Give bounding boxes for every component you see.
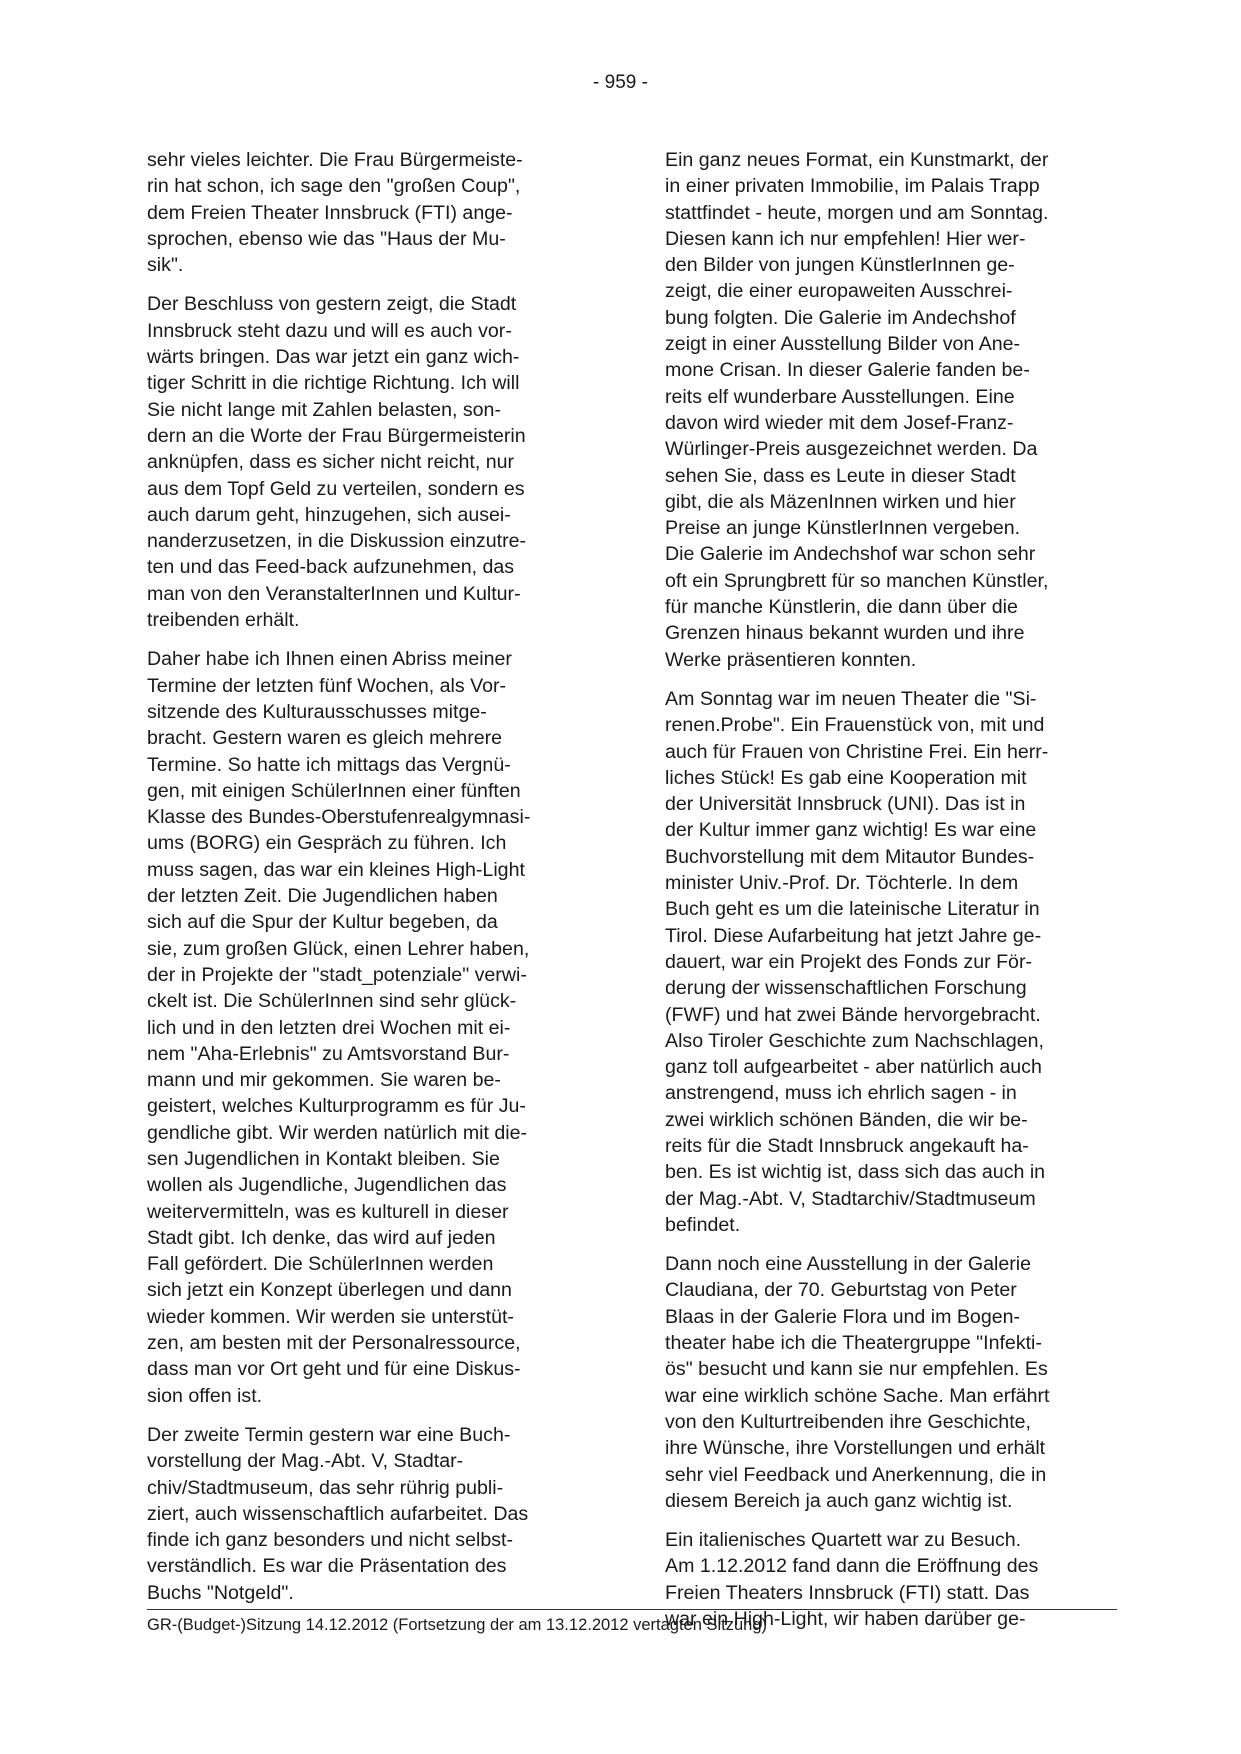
left-column [147,147,597,1619]
text-line: sik". [147,254,184,277]
text-line: Daher habe ich Ihnen einen Abriss meiner [147,648,512,671]
text-line: muss sagen, das war ein kleines High-Light [147,858,525,881]
text-line: sie, zum großen Glück, einen Lehrer haben, [147,937,530,960]
text-line: Fall gefördert. Die SchülerInnen werden [147,1253,494,1276]
text-line: wieder kommen. Wir werden sie unterstüt- [147,1305,514,1328]
paragraph [147,646,597,1409]
text-line: der Mag.-Abt. V, Stadtarchiv/Stadtmuseum [665,1187,1036,1210]
text-line: sitzende des Kulturausschusses mitge- [147,700,487,723]
text-line: für manche Künstlerin, die dann über die [665,596,1018,619]
text-line: Diesen kann ich nur empfehlen! Hier wer- [665,227,1026,250]
text-line: gibt, die als MäzenInnen wirken und hier [665,490,1016,513]
text-line: sich auf die Spur der Kultur begeben, da [147,911,498,934]
text-line: ihre Wünsche, ihre Vorstellungen und erhält [665,1437,1046,1460]
text-line: Also Tiroler Geschichte zum Nachschlagen, [665,1029,1044,1052]
text-line: stattfindet - heute, morgen und am Sonntag. [665,201,1049,224]
text-line: chiv/Stadtmuseum, das sehr rührig publi- [147,1476,504,1499]
text-line: Würlinger-Preis ausgezeichnet werden. Da [665,438,1038,461]
text-line: aus dem Topf Geld zu verteilen, sondern es [147,477,525,500]
paragraph [147,147,597,278]
right-column [665,147,1119,1645]
text-line: gen, mit einigen SchülerInnen einer fünften [147,779,521,802]
text-line: Innsbruck steht dazu und will es auch vor- [147,319,512,342]
text-line: Dann noch eine Ausstellung in der Galerie [665,1253,1031,1276]
paragraph [665,686,1119,1238]
text-line: sehen Sie, dass es Leute in dieser Stadt [665,464,1016,487]
text-line: Ein italienisches Quartett war zu Besuch. [665,1529,1022,1552]
text-line: zeigt in einer Ausstellung Bilder von Ane- [665,333,1021,356]
text-line: man von den VeranstalterInnen und Kultur- [147,582,521,605]
text-line: dern an die Worte der Frau Bürgermeisterin [147,424,526,447]
text-line: ös" besucht und kann sie nur empfehlen. Es [665,1358,1048,1381]
footer-divider [147,1609,1117,1610]
text-line: nanderzusetzen, in die Diskussion einzutre- [147,530,527,553]
text-line: Am Sonntag war im neuen Theater die "Si- [665,687,1037,710]
text-line: Buchs "Notgeld". [147,1581,294,1604]
text-line: verständlich. Es war die Präsentation des [147,1555,507,1578]
text-line: der in Projekte der "stadt_potenziale" verwi- [147,963,527,986]
text-line: ben. Es ist wichtig ist, dass sich das auch in [665,1161,1046,1184]
text-line: Buchvorstellung mit dem Mitautor Bundes- [665,845,1035,868]
text-line: ten und das Feed-back aufzunehmen, das [147,556,515,579]
text-line: zeigt, die einer europaweiten Ausschrei- [665,280,1013,303]
text-line: mone Crisan. In dieser Galerie fanden be- [665,359,1030,382]
text-line: Der zweite Termin gestern war eine Buch- [147,1423,511,1446]
text-line: anstrengend, muss ich ehrlich sagen - in [665,1082,1017,1105]
page-number: - 959 - [593,72,648,93]
text-line: Freien Theaters Innsbruck (FTI) statt. Das [665,1581,1030,1604]
paragraph [665,1251,1119,1514]
text-line: mann und mir gekommen. Sie waren be- [147,1069,501,1092]
text-line: finde ich ganz besonders und nicht selbst- [147,1529,513,1552]
text-line: der letzten Zeit. Die Jugendlichen haben [147,885,498,908]
text-line: Tirol. Diese Aufarbeitung hat jetzt Jahre ge- [665,924,1042,947]
text-line: wärts bringen. Das war jetzt ein ganz wich- [147,346,520,369]
text-line: tiger Schritt in die richtige Richtung. Ich will [147,372,520,395]
text-line: ckelt ist. Die SchülerInnen sind sehr glück- [147,990,517,1013]
text-line: Preise an junge KünstlerInnen vergeben. [665,517,1021,540]
text-line: zwei wirklich schönen Bänden, die wir be- [665,1108,1028,1131]
text-line: zen, am besten mit der Personalressource, [147,1332,521,1355]
text-line: sprochen, ebenso wie das "Haus der Mu- [147,227,506,250]
text-line: diesem Bereich ja auch ganz wichtig ist. [665,1489,1013,1512]
text-line: nem "Aha-Erlebnis" zu Amtsvorstand Bur- [147,1042,510,1065]
text-line: renen.Probe". Ein Frauenstück von, mit und [665,714,1045,737]
text-line: sehr viel Feedback und Anerkennung, die in [665,1463,1047,1486]
text-line: ums (BORG) ein Gespräch zu führen. Ich [147,832,507,855]
text-line: von den Kulturtreibenden ihre Geschichte, [665,1410,1031,1433]
text-line: oft ein Sprungbrett für so manchen Künstler, [665,569,1049,592]
paragraph [665,147,1119,673]
text-line: den Bilder von jungen KünstlerInnen ge- [665,254,1015,277]
text-line: Der Beschluss von gestern zeigt, die Stadt [147,293,517,316]
text-line: befindet. [665,1213,741,1236]
text-line: Stadt gibt. Ich denke, das wird auf jeden [147,1226,496,1249]
text-line: gendliche gibt. Wir werden natürlich mit die- [147,1121,528,1144]
text-line: ganz toll aufgearbeitet - aber natürlich auch [665,1056,1042,1079]
text-line: bracht. Gestern waren es gleich mehrere [147,727,503,750]
text-line: Die Galerie im Andechshof war schon sehr [665,543,1036,566]
text-line: Am 1.12.2012 fand dann die Eröffnung des [665,1555,1039,1578]
text-line: treibenden erhält. [147,609,300,632]
paragraph [147,291,597,633]
text-line: Claudiana, der 70. Geburtstag von Peter [665,1279,1017,1302]
text-line: liches Stück! Es gab eine Kooperation mit [665,766,1027,789]
text-line: dass man vor Ort geht und für eine Diskus- [147,1358,521,1381]
text-line: Grenzen hinaus bekannt wurden und ihre [665,622,1025,645]
text-line: anknüpfen, dass es sicher nicht reicht, nur [147,451,515,474]
text-line: ziert, auch wissenschaftlich aufarbeitet. Das [147,1502,529,1525]
text-line: reits für die Stadt Innsbruck angekauft ha- [665,1134,1029,1157]
text-line: sehr vieles leichter. Die Frau Bürgermeiste- [147,149,523,171]
text-line: dem Freien Theater Innsbruck (FTI) ange- [147,201,513,224]
text-line: Klasse des Bundes-Oberstufenrealgymnasi- [147,806,531,829]
text-line: der Kultur immer ganz wichtig! Es war eine [665,819,1037,842]
text-line: Werke präsentieren konnten. [665,648,917,671]
text-line: sen Jugendlichen in Kontakt bleiben. Sie [147,1147,500,1170]
text-line: Ein ganz neues Format, ein Kunstmarkt, der [665,149,1049,171]
text-line: wollen als Jugendliche, Jugendlichen das [147,1174,507,1197]
text-line: in einer privaten Immobilie, im Palais Trapp [665,175,1040,198]
text-line: weitervermitteln, was es kulturell in dieser [147,1200,509,1223]
text-line: auch darum geht, hinzugehen, sich ausei- [147,503,511,526]
text-line: dauert, war ein Projekt des Fonds zur För- [665,950,1032,973]
text-line: theater habe ich die Theatergruppe "Infekti- [665,1332,1042,1355]
text-line: vorstellung der Mag.-Abt. V, Stadtar- [147,1450,464,1473]
text-line: Termine. So hatte ich mittags das Vergnü- [147,753,511,776]
text-line: reits elf wunderbare Ausstellungen. Eine [665,385,1015,408]
text-line: rin hat schon, ich sage den "großen Coup", [147,175,521,198]
text-line: geistert, welches Kulturprogramm es für Ju- [147,1095,526,1118]
text-line: davon wird wieder mit dem Josef-Franz- [665,411,1014,434]
footer-session-info: GR-(Budget-)Sitzung 14.12.2012 (Fortsetzung der am 13.12.2012 vertagten Sitzung) [147,1616,768,1634]
text-line: minister Univ.-Prof. Dr. Töchterle. In dem [665,872,1019,895]
text-line: war ein High-Light, wir haben darüber ge- [665,1608,1026,1631]
text-line: derung der wissenschaftlichen Forschung [665,977,1027,1000]
text-line: Termine der letzten fünf Wochen, als Vor- [147,674,507,697]
text-line: der Universität Innsbruck (UNI). Das ist in [665,793,1026,816]
text-line: lich und in den letzten drei Wochen mit ei- [147,1016,511,1039]
text-line: sion offen ist. [147,1384,263,1407]
text-line: Buch geht es um die lateinische Literatur in [665,898,1040,921]
text-line: Blaas in der Galerie Flora und im Bogen- [665,1305,1021,1328]
text-line: war eine wirklich schöne Sache. Man erfährt [665,1384,1050,1407]
text-line: auch für Frauen von Christine Frei. Ein herr- [665,740,1049,763]
text-line: sich jetzt ein Konzept überlegen und dann [147,1279,512,1302]
text-line: Sie nicht lange mit Zahlen belasten, son- [147,398,501,421]
paragraph [147,1422,597,1606]
text-line: bung folgten. Die Galerie im Andechshof [665,306,1016,329]
text-line: (FWF) und hat zwei Bände hervorgebracht. [665,1003,1041,1026]
